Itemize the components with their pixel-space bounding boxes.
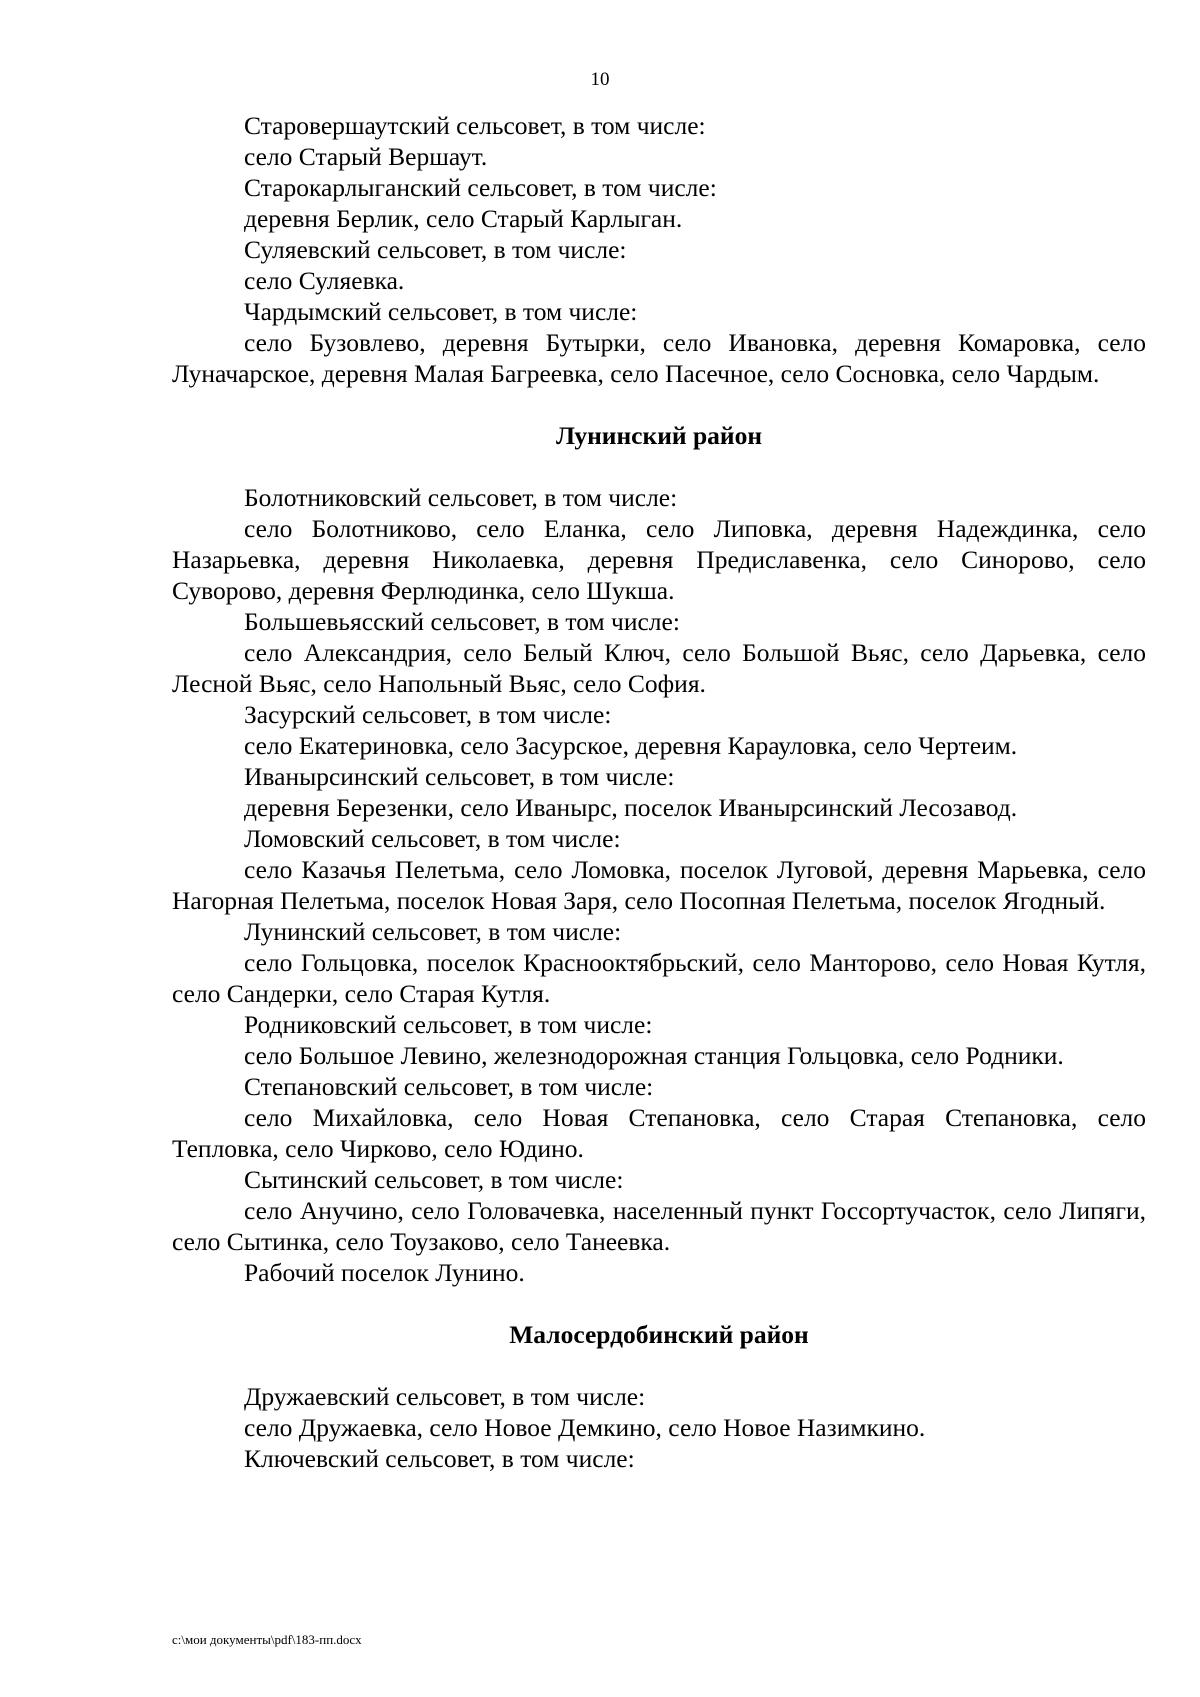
settlements-list: село Казачья Пелетьма, село Ломовка, поселок Луговой, деревня Марьевка, село Нагорная Пелетьма, поселок Новая Заря, село Посопная Пелетьма, поселок Ягодный. bbox=[172, 855, 1146, 915]
council-line: Лунинский сельсовет, в том числе: bbox=[244, 917, 622, 946]
district-heading: Лунинский район bbox=[555, 421, 763, 450]
council-line: Родниковский сельсовет, в том числе: bbox=[244, 1010, 653, 1039]
district-heading: Малосердобинский район bbox=[509, 1320, 809, 1349]
council-line: Иваныpсинский сельсовет, в том числе: bbox=[244, 762, 675, 791]
page-number: 10 bbox=[590, 69, 610, 90]
council-line: Старовершаутский сельсовет, в том числе: bbox=[244, 111, 706, 140]
settlements-list: село Гольцовка, поселок Краснооктябрьский, село Манторово, село Новая Кутля, село Сандерки, село Старая Кутля. bbox=[172, 948, 1146, 1008]
council-line: Дружаевский сельсовет, в том числе: bbox=[244, 1382, 646, 1411]
council-line: Ключевский сельсовет, в том числе: bbox=[244, 1444, 635, 1473]
settlements-list: село Суляевка. bbox=[244, 266, 405, 295]
council-line: Ломовский сельсовет, в том числе: bbox=[244, 824, 621, 853]
council-line: Большевьясский сельсовет, в том числе: bbox=[244, 607, 680, 636]
settlements-list: село Александрия, село Белый Ключ, село Большой Вьяс, село Дарьевка, село Лесной Вьяс, село Напольный Вьяс, село София. bbox=[172, 638, 1146, 698]
council-line: Засурский сельсовет, в том числе: bbox=[244, 700, 612, 729]
council-line: Сытинский сельсовет, в том числе: bbox=[244, 1165, 624, 1194]
settlements-list: село Екатериновка, село Засурское, деревня Карауловка, село Чертеим. bbox=[244, 731, 1018, 760]
settlements-list: село Михайловка, село Новая Степановка, село Старая Степановка, село Тепловка, село Чирково, село Юдино. bbox=[172, 1103, 1146, 1163]
settlements-list: село Дружаевка, село Новое Демкино, село Новое Назимкино. bbox=[244, 1413, 926, 1442]
council-line: Степановский сельсовет, в том числе: bbox=[244, 1072, 654, 1101]
settlements-list: село Анучино, село Головачевка, населенный пункт Госсортучасток, село Липяги, село Сытинка, село Тоузаково, село Танеевка. bbox=[172, 1196, 1146, 1256]
council-line: Старокарлыганский сельсовет, в том числе: bbox=[244, 173, 717, 202]
settlements-list: село Болотниково, село Еланка, село Липовка, деревня Надеждинка, село Назарьевка, деревня Николаевка, деревня Предиславенка, село Синорово, село Суворово, деревня Ферлюдинка, село Шукша. bbox=[172, 514, 1146, 605]
settlements-list: село Бузовлево, деревня Бутырки, село Ивановка, деревня Комаровка, село Луначарское, деревня Малая Багреевка, село Пасечное, село Сосновка, село Чардым. bbox=[172, 328, 1146, 388]
council-line: Рабочий поселок Лунино. bbox=[244, 1258, 525, 1287]
settlements-list: село Большое Левино, железнодорожная станция Гольцовка, село Родники. bbox=[244, 1041, 1064, 1070]
settlements-list: село Старый Вершаут. bbox=[244, 142, 488, 171]
footer-file-path: c:\мои документы\pdf\183-пп.docx bbox=[172, 1632, 362, 1647]
document-body bbox=[172, 110, 1146, 1474]
settlements-list: деревня Березенки, село Иваныpс, поселок Иваныpсинский Лесозавод. bbox=[244, 793, 1018, 822]
council-line: Суляевский сельсовет, в том числе: bbox=[244, 235, 627, 264]
council-line: Чардымский сельсовет, в том числе: bbox=[244, 297, 638, 326]
council-line: Болотниковский сельсовет, в том числе: bbox=[244, 483, 678, 512]
settlements-list: деревня Берлик, село Старый Карлыган. bbox=[244, 204, 683, 233]
